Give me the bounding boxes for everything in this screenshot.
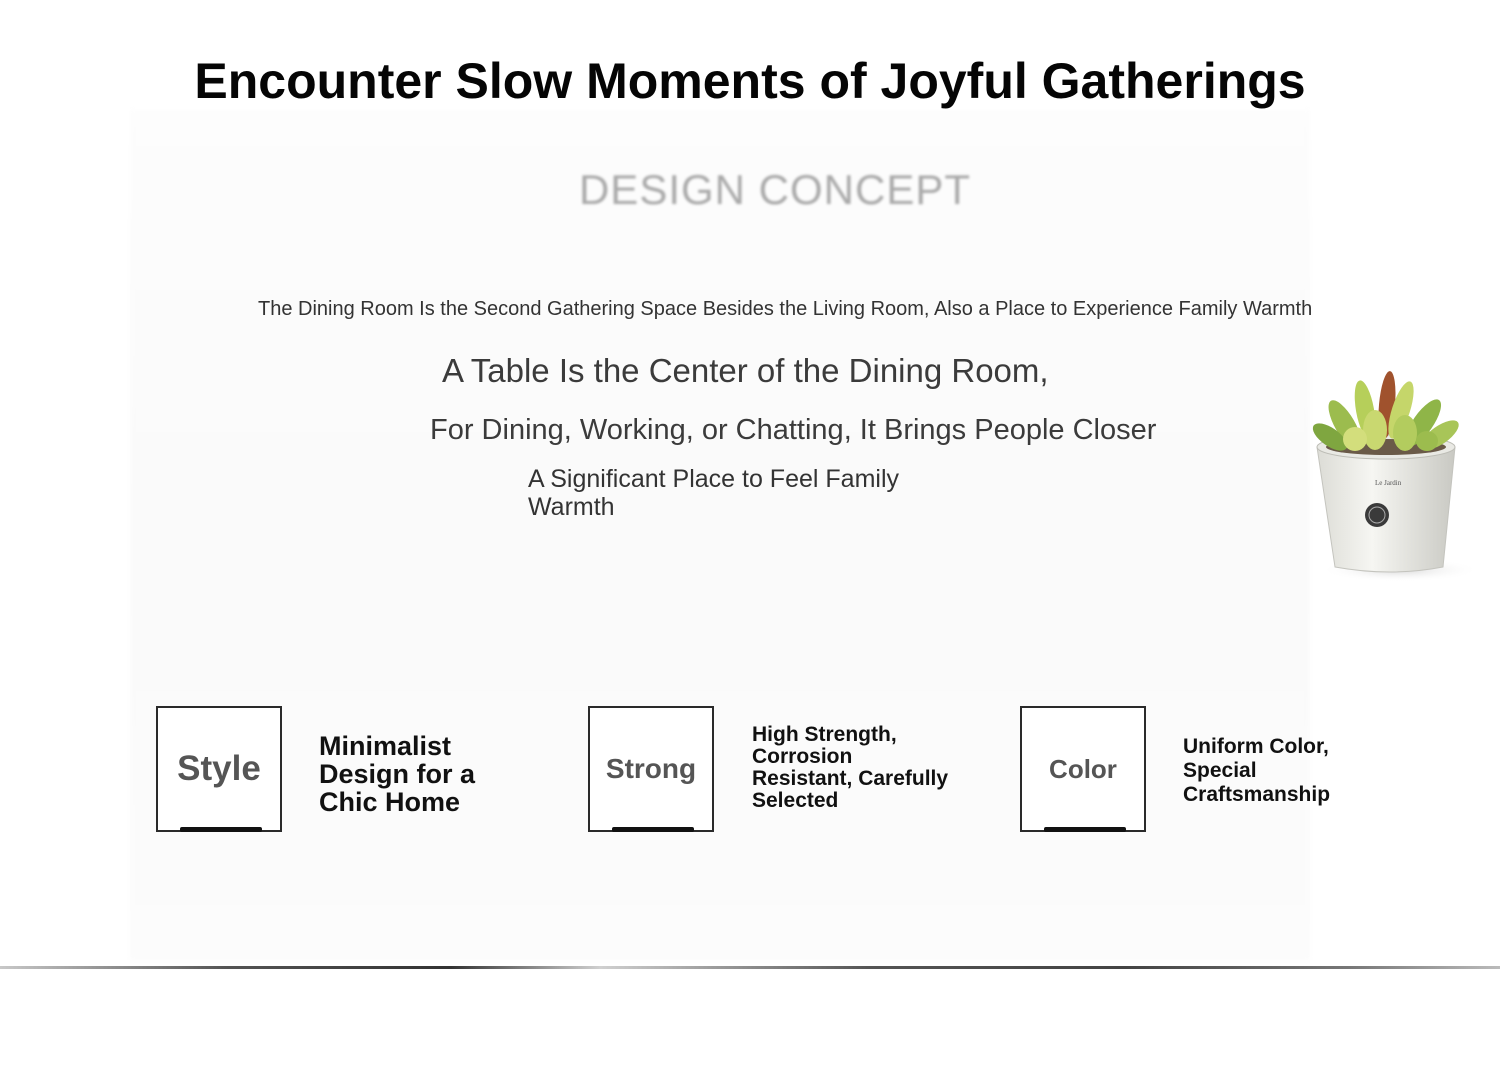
intro-line-4: A Significant Place to Feel Family Warmth <box>528 465 899 521</box>
potted-succulent-image <box>1305 355 1475 585</box>
feature-color-underline <box>1044 827 1126 832</box>
svg-text:Le Jardin: Le Jardin <box>1375 479 1402 487</box>
intro-line-3: For Dining, Working, or Chatting, It Brings People Closer <box>430 414 1157 446</box>
feature-strong-description: High Strength, Corrosion Resistant, Carefully Selected <box>752 723 949 812</box>
feature-style-underline <box>180 827 262 832</box>
feature-strong-underline <box>612 827 694 832</box>
background-wash <box>130 110 1313 960</box>
feature-color-word: Color <box>1049 753 1117 784</box>
feature-style-box <box>156 706 282 832</box>
feature-strong-box <box>588 706 714 832</box>
intro-line-2: A Table Is the Center of the Dining Room, <box>442 352 1049 389</box>
bottom-divider <box>0 966 1500 969</box>
feature-color-box <box>1020 706 1146 832</box>
feature-style-description: Minimalist Design for a Chic Home <box>319 731 476 817</box>
intro-line-1: The Dining Room Is the Second Gathering Space Besides the Living Room, Also a Place to Experience Family Warmth <box>258 298 1313 320</box>
feature-style-word: Style <box>177 749 261 788</box>
feature-strong-word: Strong <box>605 753 697 784</box>
page-title: Encounter Slow Moments of Joyful Gatherings <box>194 53 1306 109</box>
section-label-design-concept: DESIGN CONCEPT <box>578 166 972 213</box>
feature-color-description: Uniform Color, Special Craftsmanship <box>1183 735 1331 806</box>
